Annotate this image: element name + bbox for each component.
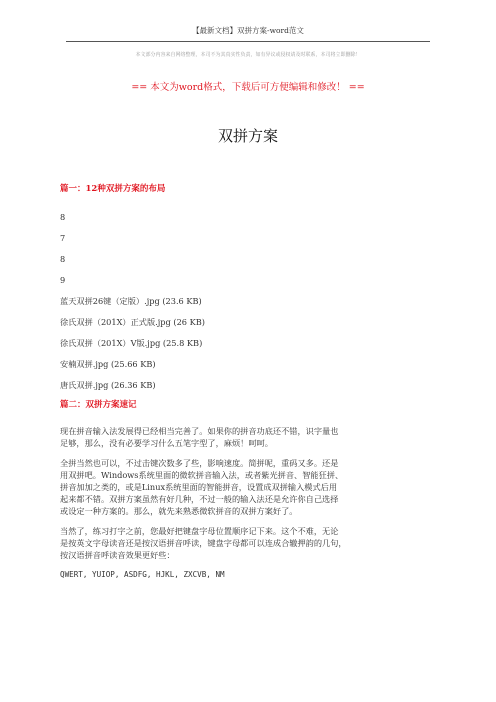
paragraph-line: 当然了，练习打字之前，您最好把键盘字母位置顺序记下来。这个不难，无论	[60, 526, 339, 536]
format-notice: == 本文为word格式，下载后可方便编辑和修改！ ==	[131, 82, 365, 93]
section1-line: 唐氏双拼.jpg (26.36 KB)	[60, 380, 156, 390]
disclaimer-text: 本文部分内容来自网络整理，本司不为其真实性负责，如有异议或侵权请及时联系，本司将立即删除！	[135, 52, 361, 58]
keyboard-rows-line: QWERT, YUIOP, ASDFG, HJKL, ZXCVB, NM	[60, 570, 225, 579]
document-body	[60, 183, 440, 581]
document-title: 双拼方案	[217, 127, 278, 145]
section1-line: 徐氏双拼（201X）正式版.jpg (26 KB)	[60, 317, 205, 327]
header-divider	[66, 41, 430, 42]
section1-line: 8	[60, 254, 66, 264]
section1-line: 7	[60, 233, 66, 243]
paragraph-line: 现在拼音输入法发展得已经相当完善了。如果你的拼音功底还不错，识字量也	[60, 426, 339, 436]
paragraph-line: 全拼当然也可以，不过击键次数多了些，影响速度。简拼呢，重码又多。还是	[60, 458, 339, 468]
section1-line: 安楠双拼.jpg (25.66 KB)	[60, 359, 156, 369]
paragraph	[60, 425, 440, 449]
page-header-title: 【最新文档】双拼方案-word范文	[192, 26, 304, 35]
section1-line: 8	[60, 212, 66, 222]
section1-line: 蓝天双拼26键（定版）.jpg (23.6 KB)	[60, 296, 202, 306]
paragraph	[60, 457, 440, 517]
paragraph	[60, 525, 440, 561]
section1-line: 9	[60, 275, 66, 285]
section1-line: 徐氏双拼（201X）V版.jpg (25.8 KB)	[60, 338, 203, 348]
section2-heading: 篇二：双拼方案速记	[60, 400, 137, 410]
paragraph-line: 足够，那么，没有必要学习什么五笔字型了，麻烦！呵呵。	[60, 438, 273, 448]
paragraph-line: 按汉语拼音呼读音效果更好些：	[60, 550, 175, 560]
paragraph-line: 用双拼吧。Windows系统里面的微软拼音输入法，或者紫光拼音、智能狂拼、	[60, 470, 344, 480]
section1-heading: 篇一：12种双拼方案的布局	[60, 184, 166, 194]
paragraph-line: 起来都不错。双拼方案虽然有好几种，不过一般的输入法还是允许你自己选择	[60, 494, 339, 504]
paragraph-line: 是按英文字母读音还是按汉语拼音呼读，键盘字母都可以连成合辙押韵的几句，	[60, 538, 347, 548]
paragraph-line: 或设定一种方案的。那么，就先来熟悉微软拼音的双拼方案好了。	[60, 506, 298, 516]
paragraph-line: 拼音加加之类的，或是Linux系统里面的智能拼音，设置成双拼输入模式后用	[60, 482, 338, 492]
